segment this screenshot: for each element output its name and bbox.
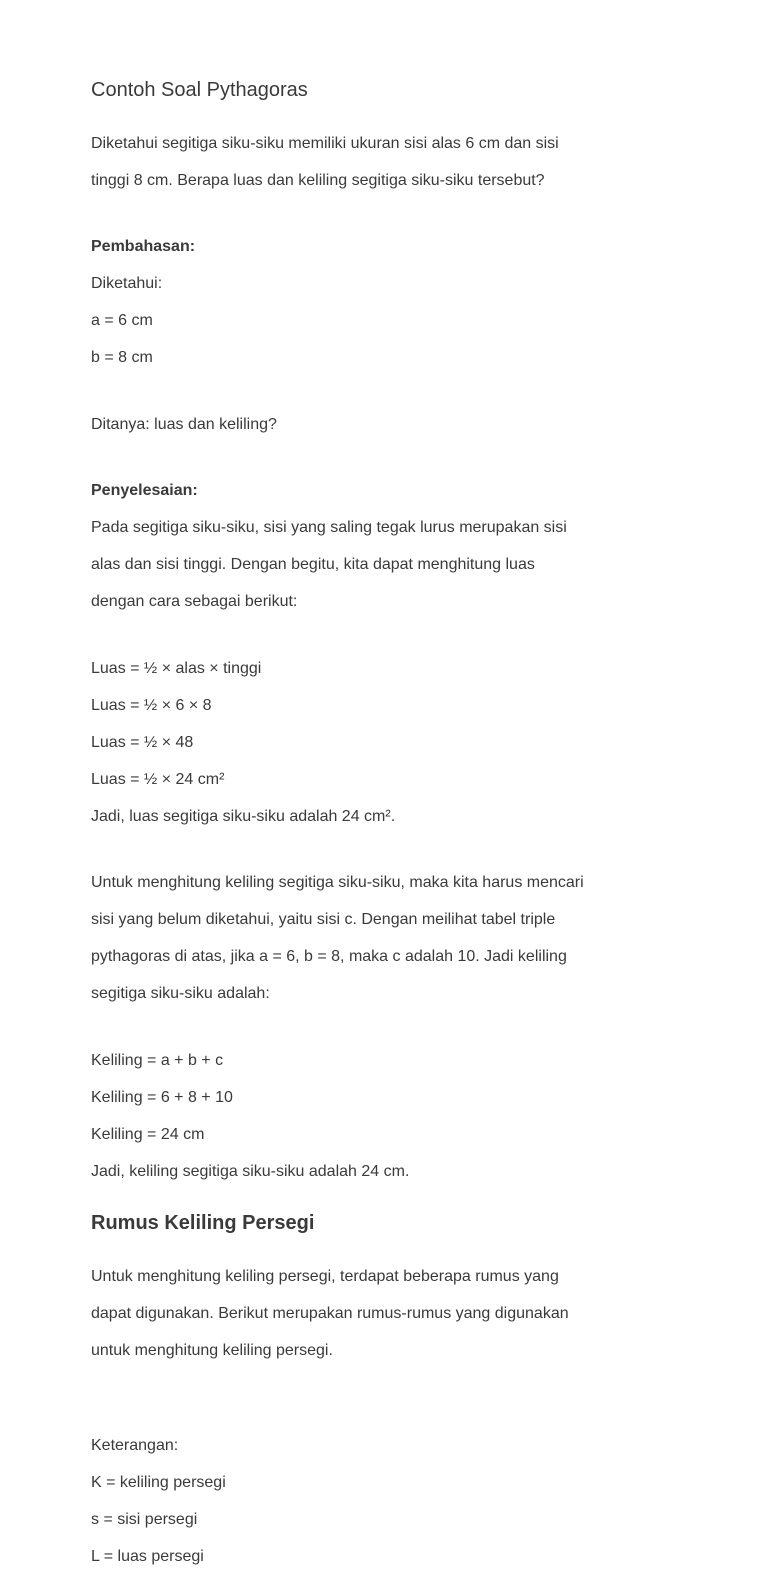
ditanya-paragraph (91, 397, 691, 453)
text-line: pythagoras di atas, jika a = 6, b = 8, maka c adalah 10. Jadi keliling (91, 948, 567, 965)
formula-line: Keliling = 6 + 8 + 10 (91, 1088, 233, 1106)
section-intro-paragraph (91, 1250, 691, 1380)
conclusion-line: Jadi, luas segitiga siku-siku adalah 24 cm². (91, 807, 396, 825)
pembahasan-block (91, 220, 691, 387)
text-line: dengan cara sebagai berikut: (91, 593, 298, 610)
formula-line: Luas = ½ × 6 × 8 (91, 696, 212, 714)
text-line: Diketahui segitiga siku-siku memiliki ukuran sisi alas 6 cm dan sisi (91, 134, 559, 152)
text-line: b = 8 cm (91, 349, 153, 366)
image-placeholder-gap (91, 1390, 691, 1418)
formula-line: Luas = ½ × 24 cm² (91, 770, 225, 788)
keterangan-block (91, 1418, 691, 1585)
text-line: tinggi 8 cm. Berapa luas dan keliling segitiga siku-siku tersebut? (91, 171, 545, 189)
formula-line: Luas = ½ × 48 (91, 733, 194, 751)
keliling-intro-paragraph (91, 856, 691, 1023)
text-line: untuk menghitung keliling persegi. (91, 1342, 333, 1359)
luas-calculation (91, 641, 691, 845)
text-line: segitiga siku-siku adalah: (91, 985, 270, 1002)
text-line: Ditanya: luas dan keliling? (91, 415, 277, 433)
formula-line: Keliling = a + b + c (91, 1051, 224, 1069)
pembahasan-heading: Pembahasan: (91, 238, 196, 255)
problem-paragraph (91, 116, 691, 209)
text-line: sisi yang belum diketahui, yaitu sisi c. Dengan meilihat tabel triple (91, 911, 556, 928)
legend-line: L = luas persegi (91, 1547, 204, 1565)
text-line: Diketahui: (91, 275, 163, 292)
text-line: alas dan sisi tinggi. Dengan begitu, kita dapat menghitung luas (91, 556, 535, 573)
document-content (91, 78, 691, 1585)
formula-line: Keliling = 24 cm (91, 1125, 205, 1143)
legend-line: s = sisi persegi (91, 1510, 198, 1528)
keterangan-heading: Keterangan: (91, 1436, 179, 1454)
text-line: Untuk menghitung keliling segitiga siku-siku, maka kita harus mencari (91, 874, 584, 891)
text-line: Untuk menghitung keliling persegi, terdapat beberapa rumus yang (91, 1268, 559, 1285)
text-line: Pada segitiga siku-siku, sisi yang saling tegak lurus merupakan sisi (91, 519, 567, 536)
text-line: a = 6 cm (91, 312, 153, 329)
section-heading: Rumus Keliling Persegi (91, 1211, 315, 1234)
conclusion-line: Jadi, keliling segitiga siku-siku adalah 24 cm. (91, 1162, 410, 1180)
keliling-calculation (91, 1033, 691, 1200)
penyelesaian-block (91, 464, 691, 631)
legend-line: K = keliling persegi (91, 1473, 226, 1491)
formula-line: Luas = ½ × alas × tinggi (91, 659, 262, 677)
penyelesaian-heading: Penyelesaian: (91, 482, 198, 499)
text-line: dapat digunakan. Berikut merupakan rumus-rumus yang digunakan (91, 1305, 569, 1322)
page-title: Contoh Soal Pythagoras (91, 79, 308, 101)
